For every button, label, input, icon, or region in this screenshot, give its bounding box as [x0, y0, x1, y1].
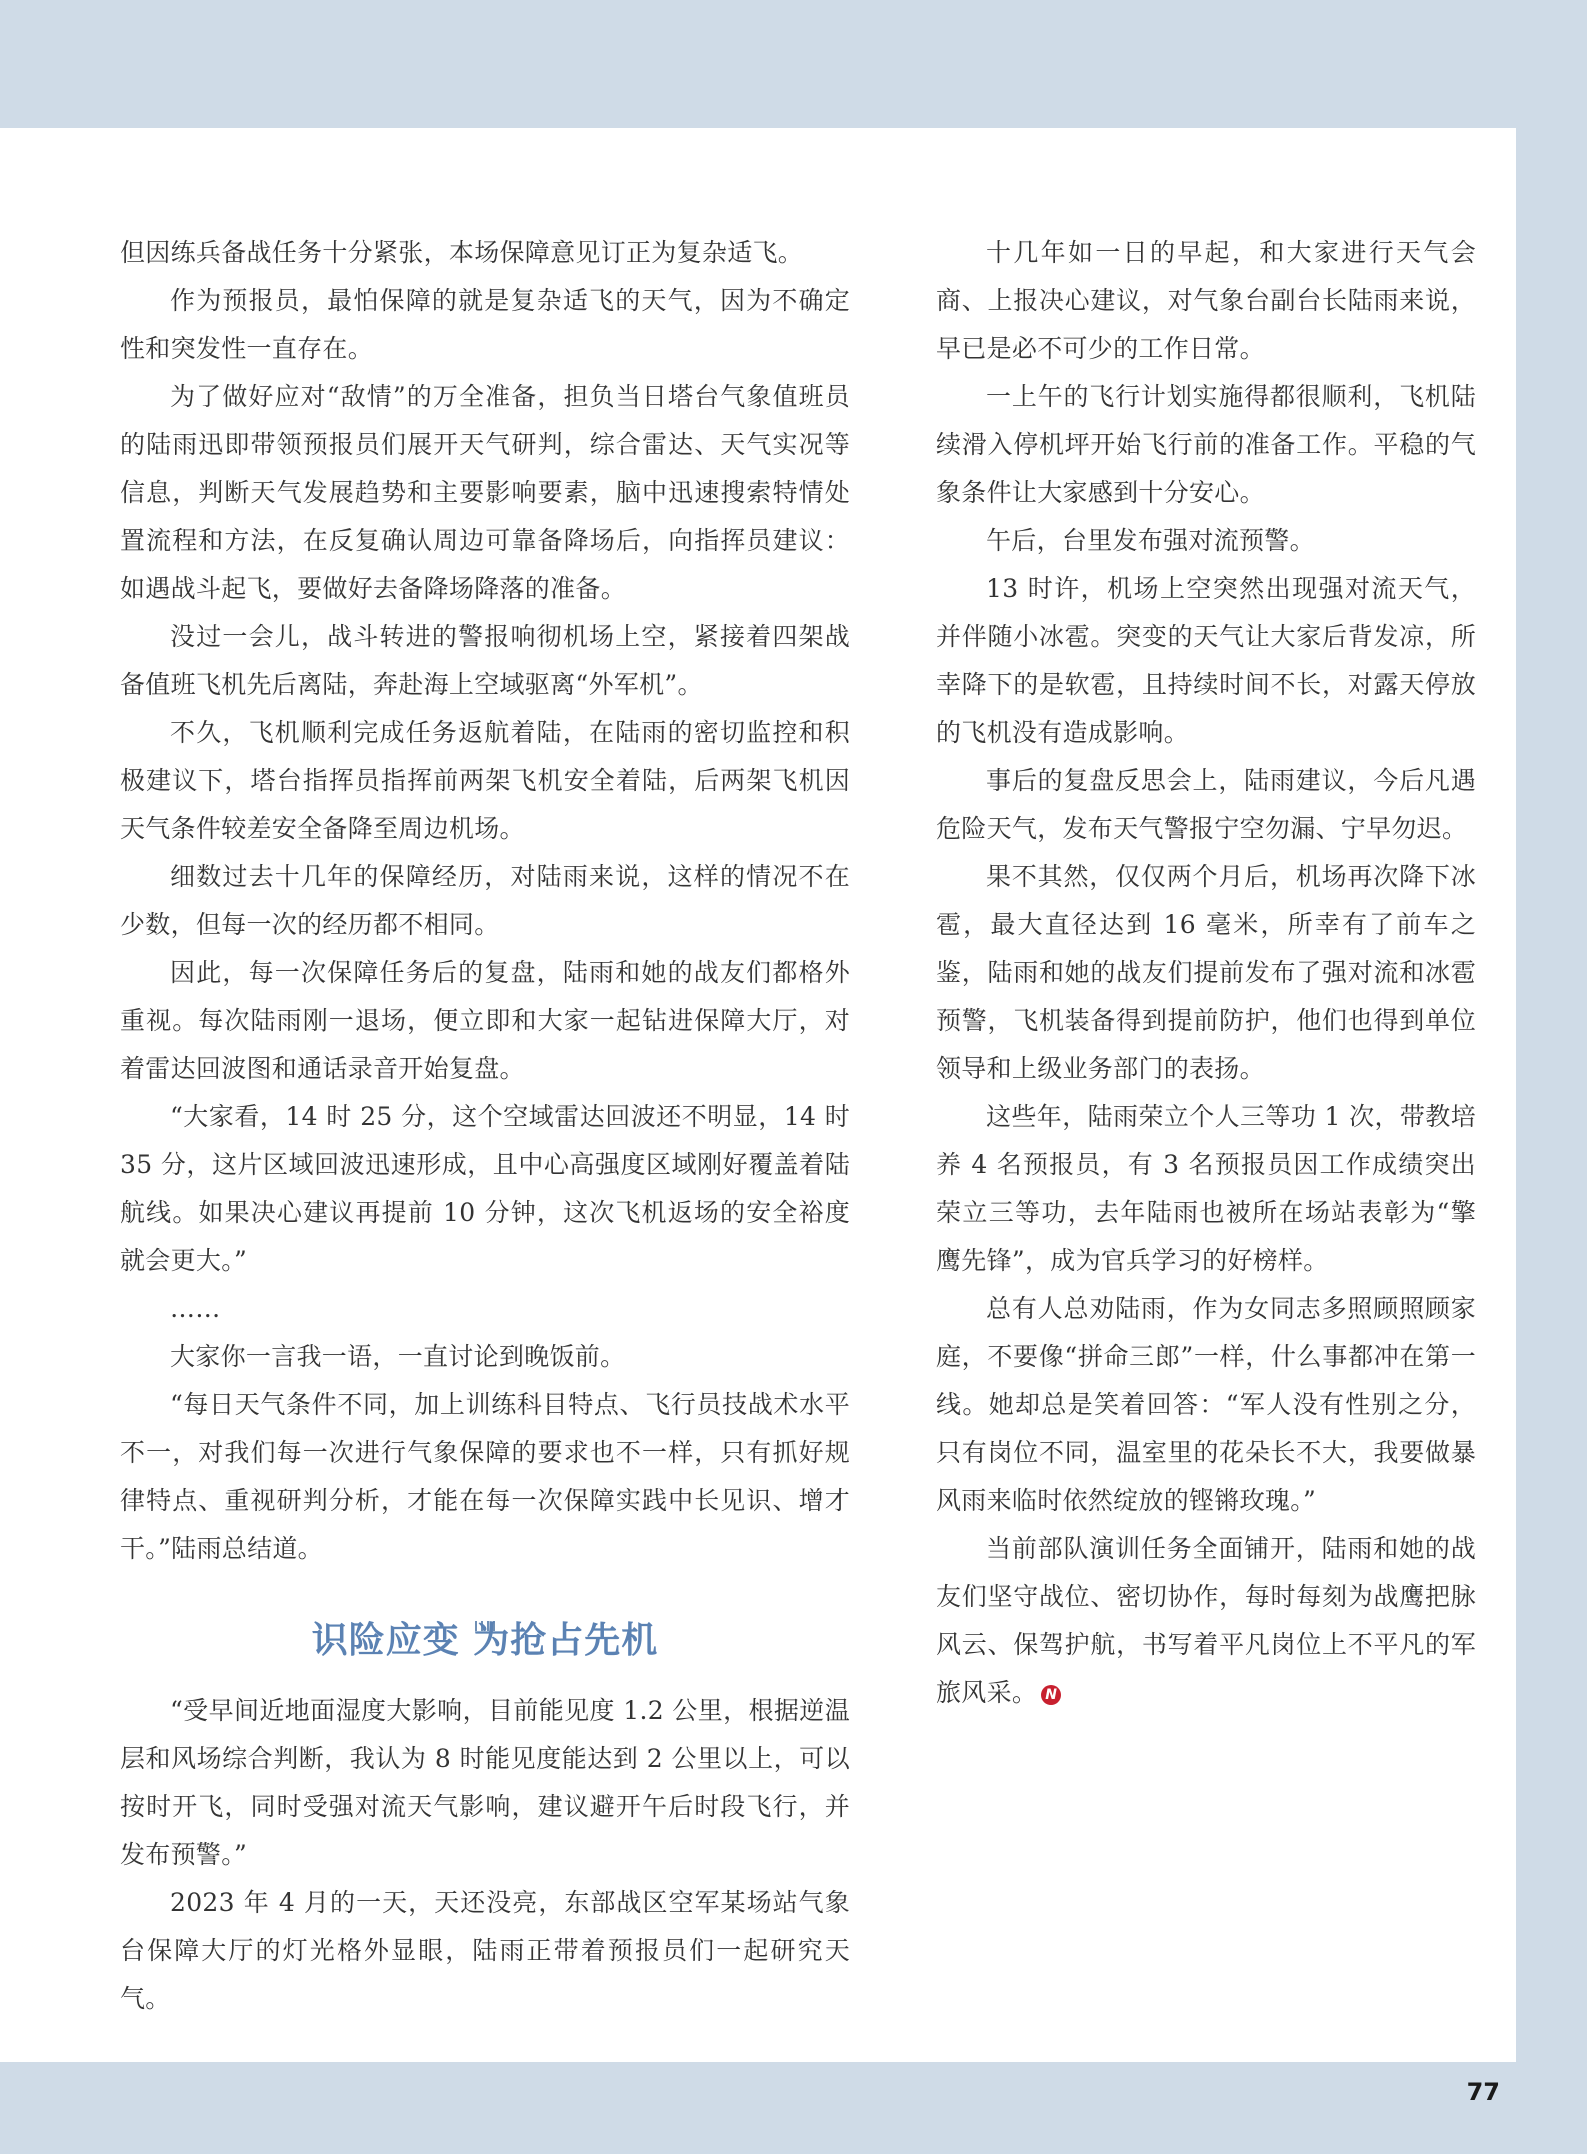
left-column [120, 229, 850, 2023]
paragraph: 细数过去十几年的保障经历，对陆雨来说，这样的情况不在少数，但每一次的经历都不相同。 [120, 862, 850, 939]
right-column [936, 229, 1476, 1717]
paragraph: 作为预报员，最怕保障的就是复杂适飞的天气，因为不确定性和突发性一直存在。 [120, 286, 850, 363]
paragraph: 十几年如一日的早起，和大家进行天气会商、上报决心建议，对气象台副台长陆雨来说，早已是必不可少的工作日常。 [936, 238, 1476, 363]
paragraph: 总有人总劝陆雨，作为女同志多照顾照顾家庭，不要像“拼命三郎”一样，什么事都冲在第一线。她却总是笑着回答：“军人没有性别之分，只有岗位不同，温室里的花朵长不大，我要做暴风雨来临时依然绽放的铿锵玫瑰。” [936, 1294, 1476, 1515]
page-sheet [0, 128, 1516, 2062]
section-title: 识险应变 为抢占先机 [311, 1620, 659, 1661]
paragraph: 大家你一言我一语，一直讨论到晚饭前。 [170, 1342, 626, 1371]
paragraph: 午后，台里发布强对流预警。 [986, 526, 1315, 555]
paragraph: 为了做好应对“敌情”的万全准备，担负当日塔台气象值班员的陆雨迅即带领预报员们展开天气研判，综合雷达、天气实况等信息，判断天气发展趋势和主要影响要素，脑中迅速搜索特情处置流程和方法，在反复确认周边可靠备降场后，向指挥员建议：如遇战斗起飞，要做好去备降场降落的准备。 [120, 382, 850, 603]
paragraph: “大家看，14 时 25 分，这个空域雷达回波还不明显，14 时 35 分，这片区域回波迅速形成，且中心高强度区域刚好覆盖着陆航线。如果决心建议再提前 10 分钟，这次飞机返场的安全裕度就会更大。” [120, 1102, 850, 1275]
paragraph: 一上午的飞行计划实施得都很顺利，飞机陆续滑入停机坪开始飞行前的准备工作。平稳的气象条件让大家感到十分安心。 [936, 382, 1476, 507]
paragraph: 这些年，陆雨荣立个人三等功 1 次，带教培养 4 名预报员，有 3 名预报员因工作成绩突出荣立三等功，去年陆雨也被所在场站表彰为“擎鹰先锋”，成为官兵学习的好榜样。 [936, 1102, 1476, 1275]
paragraph-text: 当前部队演训任务全面铺开，陆雨和她的战友们坚守战位、密切协作，每时每刻为战鹰把脉风云、保驾护航，书写着平凡岗位上不平凡的军旅风采。 [936, 1534, 1476, 1707]
paragraph: 因此，每一次保障任务后的复盘，陆雨和她的战友们都格外重视。每次陆雨刚一退场，便立即和大家一起钻进保障大厅，对着雷达回波图和通话录音开始复盘。 [120, 958, 850, 1083]
paragraph: 不久，飞机顺利完成任务返航着陆，在陆雨的密切监控和积极建议下，塔台指挥员指挥前两架飞机安全着陆，后两架飞机因天气条件较差安全备降至周边机场。 [120, 718, 850, 843]
paragraph: “受早间近地面湿度大影响，目前能见度 1.2 公里，根据逆温层和风场综合判断，我认为 8 时能见度能达到 2 公里以上，可以按时开飞，同时受强对流天气影响，建议避开午后时段飞行，并发布预警。” [120, 1696, 850, 1869]
paragraph-last [936, 1525, 1476, 1717]
paragraph: 没过一会儿，战斗转进的警报响彻机场上空，紧接着四架战备值班飞机先后离陆，奔赴海上空域驱离“外军机”。 [120, 622, 850, 699]
paragraph: “每日天气条件不同，加上训练科目特点、飞行员技战术水平不一，对我们每一次进行气象保障的要求也不一样，只有抓好规律特点、重视研判分析，才能在每一次保障实践中长见识、增才干。”陆雨总结道。 [120, 1390, 850, 1563]
end-mark-icon: N [1041, 1685, 1061, 1705]
page-number: 77 [1466, 2078, 1500, 2106]
paragraph: 2023 年 4 月的一天，天还没亮，东部战区空军某场站气象台保障大厅的灯光格外显眼，陆雨正带着预报员们一起研究天气。 [120, 1888, 850, 2013]
ornament-icon [471, 1599, 499, 1611]
ellipsis-paragraph: …… [170, 1294, 221, 1323]
section-heading [120, 1599, 850, 1667]
paragraph: 事后的复盘反思会上，陆雨建议，今后凡遇危险天气，发布天气警报宁空勿漏、宁早勿迟。 [936, 766, 1476, 843]
paragraph: 13 时许，机场上空突然出现强对流天气，并伴随小冰雹。突变的天气让大家后背发凉，所幸降下的是软雹，且持续时间不长，对露天停放的飞机没有造成影响。 [936, 574, 1476, 747]
paragraph: 但因练兵备战任务十分紧张，本场保障意见订正为复杂适飞。 [120, 238, 804, 267]
paragraph: 果不其然，仅仅两个月后，机场再次降下冰雹，最大直径达到 16 毫米，所幸有了前车之鉴，陆雨和她的战友们提前发布了强对流和冰雹预警，飞机装备得到提前防护，他们也得到单位领导和上级业务部门的表扬。 [936, 862, 1476, 1083]
